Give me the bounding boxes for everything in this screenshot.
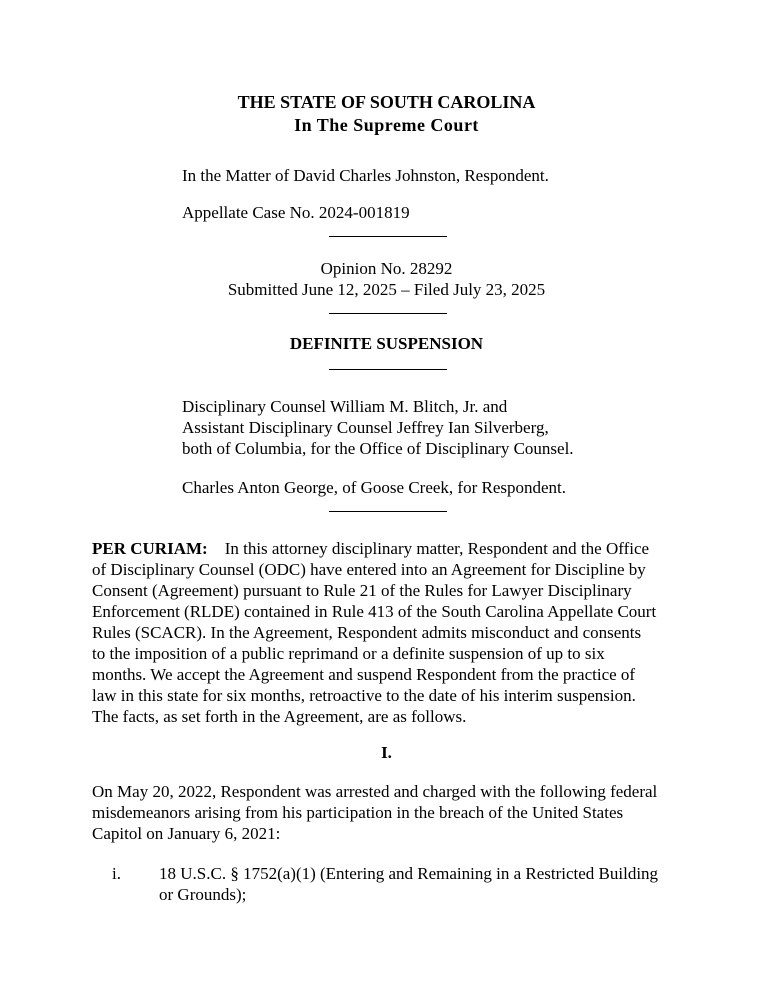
opinion-paragraph [92, 538, 692, 727]
opinion-number: Opinion No. 28292 [320, 259, 453, 278]
paragraph-line: The facts, as set forth in the Agreement, are as follows. [92, 707, 467, 726]
paragraph-line: On May 20, 2022, Respondent was arrested and charged with the following federal [92, 782, 658, 801]
paragraph-line: Rules (SCACR). In the Agreement, Respondent admits misconduct and consents [92, 623, 642, 642]
list-item-number: i. [112, 864, 121, 883]
paragraph-line: Enforcement (RLDE) contained in Rule 413 of the South Carolina Appellate Court [92, 602, 657, 621]
list-item-line: or Grounds); [159, 885, 247, 904]
section-paragraph [92, 781, 692, 844]
paragraph-line: law in this state for six months, retroactive to the date of his interim suspension. [92, 686, 636, 705]
separator-rule [329, 313, 447, 314]
counsel-line: Assistant Disciplinary Counsel Jeffrey Ian Silverberg, [182, 418, 549, 437]
list-item-text [159, 863, 699, 905]
respondent-counsel: Charles Anton George, of Goose Creek, for Respondent. [182, 478, 566, 497]
paragraph-line: of Disciplinary Counsel (ODC) have entered into an Agreement for Discipline by [92, 560, 646, 579]
separator-rule [329, 511, 447, 512]
submitted-filed-dates: Submitted June 12, 2025 – Filed July 23, 2025 [227, 280, 546, 299]
paragraph-line: to the imposition of a public reprimand or a definite suspension of up to six [92, 644, 605, 663]
paragraph-line: misdemeanors arising from his participation in the breach of the United States [92, 803, 624, 822]
paragraph-line: Capitol on January 6, 2021: [92, 824, 281, 843]
separator-rule [329, 236, 447, 237]
appellate-case-number: Appellate Case No. 2024-001819 [182, 203, 410, 222]
paragraph-line: Consent (Agreement) pursuant to Rule 21 of the Rules for Lawyer Disciplinary [92, 581, 632, 600]
court-name-title: In The Supreme Court [294, 115, 479, 135]
separator-rule [329, 369, 447, 370]
paragraph-line: months. We accept the Agreement and suspend Respondent from the practice of [92, 665, 636, 684]
disposition-heading: DEFINITE SUSPENSION [289, 334, 484, 353]
case-caption: In the Matter of David Charles Johnston, Respondent. [182, 166, 549, 185]
per-curiam-label: PER CURIAM: [92, 539, 208, 558]
counsel-line: both of Columbia, for the Office of Disciplinary Counsel. [182, 439, 574, 458]
section-heading: I. [381, 743, 392, 762]
paragraph-line: In this attorney disciplinary matter, Respondent and the Office [224, 539, 650, 558]
list-item-line: 18 U.S.C. § 1752(a)(1) (Entering and Remaining in a Restricted Building [159, 864, 659, 883]
paragraph-first-line [92, 538, 692, 559]
court-state-title: THE STATE OF SOUTH CAROLINA [237, 92, 536, 112]
counsel-line: Disciplinary Counsel William M. Blitch, Jr. and [182, 397, 508, 416]
odc-counsel [182, 396, 682, 459]
